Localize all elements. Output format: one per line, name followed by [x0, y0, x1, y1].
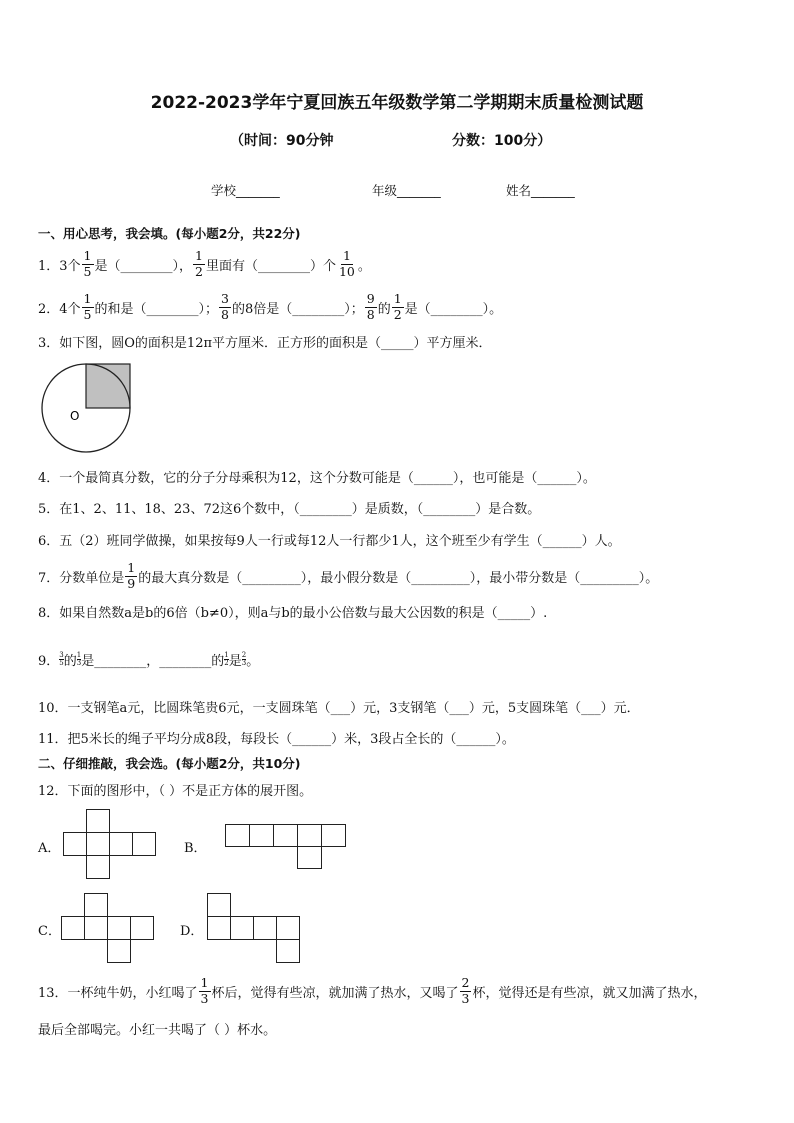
- net-cell: [321, 824, 346, 847]
- q2-frac-1: [82, 293, 94, 321]
- question-10: 10．一支钢笔a元，比圆珠笔贵6元，一支圆珠笔（___）元，3支钢笔（___）元，5支圆珠笔（___）元．: [38, 701, 640, 716]
- net-cell: [107, 939, 131, 963]
- question-5: 5．在1、2、11、18、23、72这6个数中，（________）是质数，（________）是合数。: [38, 502, 541, 517]
- net-cell: [86, 855, 110, 879]
- circle-square-figure: [38, 360, 138, 458]
- option-d-label: D．: [180, 924, 204, 939]
- frac-denominator: 2: [195, 263, 203, 279]
- q2-text-e: 是（________）。: [404, 301, 503, 317]
- question-12: 12．下面的图形中，（ ）不是正方体的展开图。: [38, 784, 313, 799]
- frac-denominator: 3: [241, 658, 247, 667]
- question-13-line-2: 最后全部喝完。小红一共喝了（ ）杯水。: [38, 1023, 277, 1038]
- frac-denominator: 3: [76, 658, 82, 667]
- net-cell: [84, 893, 108, 917]
- page-title: 2022-2023学年宁夏回族五年级数学第二学期期末质量检测试题: [150, 93, 644, 113]
- frac-denominator: 8: [366, 306, 375, 322]
- frac-numerator: 3: [59, 650, 64, 659]
- frac-denominator: 8: [221, 306, 229, 322]
- frac-numerator: 1: [342, 248, 351, 263]
- question-4: 4．一个最简真分数，它的分子分母乘积为12，这个分数可能是（______），也可能是（______）。: [38, 471, 596, 486]
- q2-text-d: 的: [377, 301, 391, 317]
- frac-denominator: 3: [200, 990, 209, 1006]
- exam-time: （时间：90分钟: [230, 133, 334, 149]
- section-1-heading: 一、用心思考，我会填。(每小题2分，共22分): [38, 226, 301, 241]
- frac-denominator: 2: [393, 306, 402, 322]
- q13-text-b: 杯后，觉得有些凉，就加满了热水，又喝了: [211, 985, 459, 1001]
- option-c-label: C．: [38, 924, 61, 939]
- net-cell: [84, 916, 108, 940]
- frac-denominator: 5: [59, 658, 64, 667]
- frac-numerator: 2: [241, 650, 247, 659]
- frac-numerator: 2: [461, 975, 470, 990]
- net-cell: [86, 832, 110, 856]
- frac-numerator: 1: [224, 650, 229, 659]
- q2-frac-3: [365, 293, 377, 321]
- q9-text-a: 9．: [38, 653, 60, 669]
- net-cell: [109, 832, 133, 856]
- frac-numerator: 1: [195, 248, 203, 263]
- q2-frac-2: [219, 293, 231, 321]
- question-2: [38, 287, 502, 327]
- net-cell: [107, 916, 131, 940]
- frac-numerator: 1: [127, 560, 136, 575]
- q7-text-b: 的最大真分数是（_________），最小假分数是（_________），最小带分数是（_________）。: [138, 570, 659, 586]
- q13-frac-2: [460, 977, 472, 1005]
- net-cell: [297, 824, 322, 847]
- q9-text-d: 是: [228, 653, 242, 669]
- frac-denominator: 5: [83, 263, 92, 279]
- net-cell: [297, 846, 322, 869]
- q1-frac-3: [337, 250, 357, 278]
- q2-frac-4: [392, 293, 404, 321]
- frac-numerator: 1: [200, 975, 209, 990]
- frac-numerator: 3: [221, 291, 229, 306]
- q9-text-b: 的: [63, 653, 77, 669]
- net-cell: [249, 824, 274, 847]
- frac-numerator: 1: [83, 248, 92, 263]
- q9-text-e: 。: [246, 653, 260, 669]
- net-cell: [132, 832, 156, 856]
- q7-frac: [125, 562, 137, 590]
- q1-frac-1: [82, 250, 94, 278]
- name-field: 姓名_______: [506, 183, 575, 198]
- q13-frac-1: [199, 977, 211, 1005]
- option-b-label: B．: [184, 841, 207, 856]
- option-a-label: A．: [38, 841, 61, 856]
- net-cell: [225, 824, 250, 847]
- q1-text-d: 。: [357, 258, 371, 274]
- net-cell: [273, 824, 298, 847]
- q2-text-c: 的8倍是（________）；: [231, 301, 364, 317]
- question-7: [38, 556, 658, 596]
- net-cell: [63, 832, 87, 856]
- question-3: 3．如下图，圆O的面积是12π平方厘米．正方形的面积是（_____）平方厘米．: [38, 336, 492, 351]
- exam-score: 分数：100分）: [452, 133, 552, 149]
- frac-numerator: 1: [393, 291, 402, 306]
- q1-text-b: 是（________），: [94, 258, 193, 274]
- net-cell: [276, 916, 300, 940]
- frac-denominator: 5: [83, 306, 92, 322]
- frac-denominator: 2: [224, 658, 229, 667]
- net-cell: [253, 916, 277, 940]
- school-field: 学校_______: [211, 183, 280, 198]
- question-8: 8．如果自然数a是b的6倍（b≠0），则a与b的最小公倍数与最大公因数的积是（_____）.: [38, 606, 548, 621]
- grade-field: 年级_______: [372, 183, 441, 198]
- q1-text-c: 里面有（________）个: [205, 258, 336, 274]
- q9-text-c: 是________，________的: [81, 653, 225, 669]
- question-13: [38, 970, 706, 1012]
- circle-center-label: O: [70, 409, 80, 423]
- frac-denominator: 9: [127, 575, 136, 591]
- net-cell: [86, 809, 110, 833]
- frac-denominator: 10: [338, 263, 355, 279]
- net-cell: [61, 916, 85, 940]
- net-cell: [130, 916, 154, 940]
- question-9: [38, 648, 259, 670]
- q1-text-a: 1．3个: [38, 258, 81, 274]
- net-cell: [276, 939, 300, 963]
- frac-denominator: 3: [461, 990, 470, 1006]
- net-cell: [207, 893, 231, 917]
- q13-text-a: 13．一杯纯牛奶，小红喝了: [38, 985, 198, 1001]
- q2-text-a: 2．4个: [38, 301, 81, 317]
- frac-numerator: 1: [83, 291, 92, 306]
- frac-numerator: 1: [76, 650, 82, 659]
- question-6: 6．五（2）班同学做操，如果按每9人一行或每12人一行都少1人，这个班至少有学生（______）人。: [38, 534, 621, 549]
- q1-frac-2: [193, 250, 205, 278]
- q2-text-b: 的和是（________）；: [94, 301, 219, 317]
- q13-text-c: 杯，觉得还是有些凉，就又加满了热水，: [472, 985, 707, 1001]
- net-cell: [207, 916, 231, 940]
- net-cell: [230, 916, 254, 940]
- q7-text-a: 7．分数单位是: [38, 570, 125, 586]
- frac-numerator: 9: [366, 291, 375, 306]
- section-2-heading: 二、仔细推敲，我会选。(每小题2分，共10分): [38, 756, 301, 771]
- question-1: [38, 244, 371, 284]
- question-11: 11．把5米长的绳子平均分成8段，每段长（______）米，3段占全长的（______）。: [38, 732, 515, 747]
